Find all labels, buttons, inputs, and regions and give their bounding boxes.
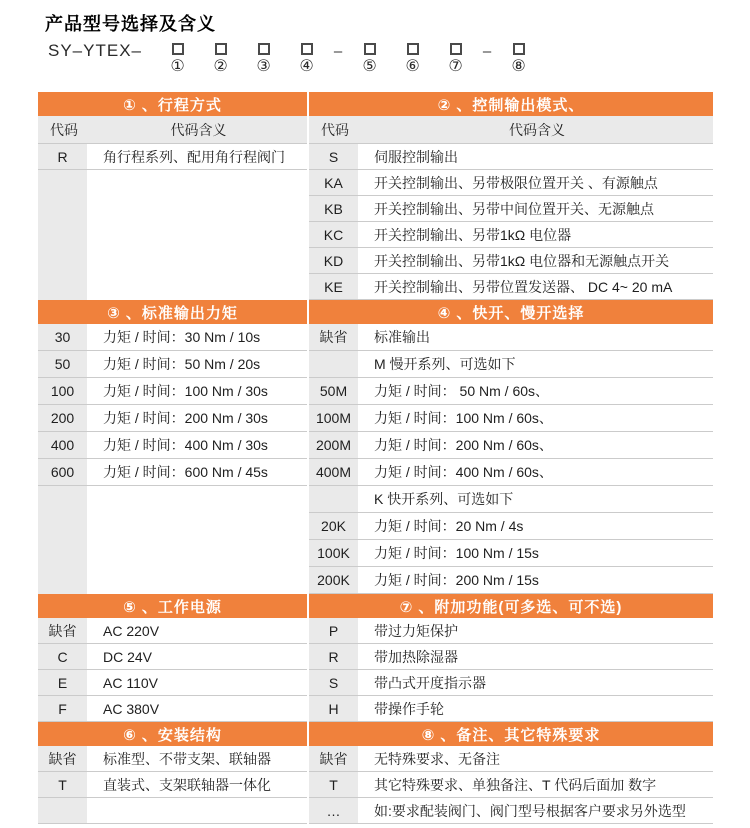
table-row: [38, 405, 307, 432]
code-cell: F: [38, 696, 90, 721]
table-row: [309, 378, 713, 405]
code-column-header: 代码: [321, 121, 349, 138]
code-cell: [38, 798, 90, 823]
band-sections-5-7: [38, 594, 713, 722]
meaning-cell: 开关控制输出、另带1kΩ 电位器和无源触点开关: [374, 252, 670, 269]
code-cell: 400M: [309, 459, 361, 485]
code-cell: 100K: [309, 540, 361, 566]
meaning-column-header: 代码含义: [509, 121, 565, 138]
table-row: [309, 144, 713, 170]
page-title: 产品型号选择及含义: [45, 14, 216, 34]
table-row: [38, 746, 307, 772]
meaning-cell: 如:要求配装阀门、阀门型号根据客户要求另外选型: [374, 802, 686, 819]
code-cell: 200: [38, 405, 90, 431]
section-2-control-output-mode: [309, 92, 713, 300]
table-row: [309, 196, 713, 222]
section-4-header: ④ 、快开、慢开选择: [309, 300, 713, 324]
meaning-cell: 开关控制输出、另带1kΩ 电位器: [374, 226, 572, 243]
model-separator-dash: –: [482, 43, 492, 60]
meaning-cell: AC 110V: [103, 674, 158, 691]
meaning-cell: 角行程系列、配用角行程阀门: [103, 148, 285, 165]
table-row: [309, 567, 713, 594]
empty-code-column: [38, 486, 90, 594]
code-cell: E: [38, 670, 90, 695]
code-cell: T: [309, 772, 361, 797]
table-row: [38, 618, 307, 644]
section-1-header: ① 、行程方式: [38, 92, 307, 116]
column-header-row: [38, 116, 307, 144]
code-column-header: 代码: [50, 121, 78, 138]
meaning-cell: 开关控制输出、另带中间位置开关、无源触点: [374, 200, 654, 217]
code-cell: 缺省: [38, 618, 90, 643]
code-cell: 缺省: [38, 746, 90, 771]
model-slot: [199, 40, 242, 75]
code-cell: 400: [38, 432, 90, 458]
meaning-cell: 力矩 / 时间：400 Nm / 60s、: [374, 464, 553, 480]
model-box-icon: [364, 43, 376, 55]
model-slot-number: ⑦: [448, 58, 463, 75]
empty-code-column: [38, 170, 90, 300]
model-slot: [156, 40, 199, 75]
table-row: [309, 746, 713, 772]
meaning-cell: 带加热除湿器: [374, 648, 458, 665]
model-slot-number: ⑥: [405, 58, 420, 75]
model-slot-number: ⑤: [362, 58, 377, 75]
code-cell: C: [38, 644, 90, 669]
table-row: [38, 696, 307, 722]
code-cell: S: [309, 144, 361, 169]
model-slot-number: ⑧: [511, 58, 526, 75]
selection-tables: [38, 92, 713, 824]
section-6-header: ⑥ 、安装结构: [38, 722, 307, 746]
model-slot: [434, 40, 477, 75]
model-box-icon: [407, 43, 419, 55]
code-cell: 100: [38, 378, 90, 404]
empty-area: [38, 486, 307, 594]
table-row: [38, 798, 307, 824]
table-row: [38, 378, 307, 405]
model-slot: [391, 40, 434, 75]
section-4-fast-slow-open: [309, 300, 713, 594]
meaning-cell: 力矩 / 时间： 50 Nm / 60s、: [374, 383, 550, 399]
table-row: [309, 644, 713, 670]
table-row: [309, 772, 713, 798]
section-3-rows: [38, 324, 307, 594]
section-7-header: ⑦ 、附加功能(可多选、可不选): [309, 594, 713, 618]
code-cell: KE: [309, 274, 361, 299]
model-box-icon: [172, 43, 184, 55]
code-cell: KC: [309, 222, 361, 247]
section-1-travel-mode: [38, 92, 307, 300]
model-slot-number: ③: [256, 58, 271, 75]
meaning-cell: DC 24V: [103, 648, 153, 665]
code-cell: …: [309, 798, 361, 823]
model-slots: [156, 40, 540, 75]
meaning-cell: 力矩 / 时间：200 Nm / 60s、: [374, 437, 553, 453]
meaning-cell: 开关控制输出、另带极限位置开关 、有源触点: [374, 174, 658, 191]
table-row: [309, 696, 713, 722]
table-row: [309, 405, 713, 432]
code-cell: T: [38, 772, 90, 797]
model-box-icon: [513, 43, 525, 55]
band-sections-3-4: [38, 300, 713, 594]
column-header-row: [309, 116, 713, 144]
table-row: [309, 540, 713, 567]
model-prefix: SY–YTEX–: [48, 41, 142, 60]
table-row: [309, 618, 713, 644]
model-box-icon: [215, 43, 227, 55]
code-cell: KA: [309, 170, 361, 195]
table-row: [38, 670, 307, 696]
section-8-rows: [309, 746, 713, 824]
meaning-cell: AC 380V: [103, 700, 160, 717]
band-sections-6-8: [38, 722, 713, 824]
model-box-icon: [258, 43, 270, 55]
section-3-header: ③ 、标准输出力矩: [38, 300, 307, 324]
section-5-header: ⑤ 、工作电源: [38, 594, 307, 618]
code-cell: KD: [309, 248, 361, 273]
section-5-power-supply: [38, 594, 307, 722]
section-8-remarks: [309, 722, 713, 824]
meaning-cell: 无特殊要求、无备注: [374, 750, 500, 767]
section-7-additional-functions: [309, 594, 713, 722]
code-cell: 20K: [309, 513, 361, 539]
meaning-cell: 带凸式开度指示器: [374, 674, 486, 691]
table-row: [309, 351, 713, 378]
meaning-cell: 带过力矩保护: [374, 622, 458, 639]
band-sections-1-2: [38, 92, 713, 300]
table-row: [309, 274, 713, 300]
model-code-diagram: [48, 40, 750, 86]
meaning-cell: 力矩 / 时间：100 Nm / 30s: [103, 383, 268, 399]
table-row: [309, 248, 713, 274]
code-cell: R: [309, 644, 361, 669]
code-cell: 100M: [309, 405, 361, 431]
table-row: [309, 222, 713, 248]
table-row: [38, 144, 307, 170]
model-slot-number: ④: [299, 58, 314, 75]
meaning-cell: 力矩 / 时间：30 Nm / 10s: [103, 329, 261, 345]
meaning-cell: 开关控制输出、另带位置发送器、 DC 4~ 20 mA: [374, 278, 673, 295]
section-6-rows: [38, 746, 307, 824]
code-cell: [309, 486, 361, 512]
meaning-cell: 力矩 / 时间：200 Nm / 30s: [103, 410, 268, 426]
section-5-rows: [38, 618, 307, 722]
meaning-cell: 带操作手轮: [374, 700, 444, 717]
table-row: [309, 486, 713, 513]
meaning-cell: 力矩 / 时间：100 Nm / 60s、: [374, 410, 553, 426]
meaning-cell: 伺服控制输出: [374, 148, 458, 165]
table-row: [309, 170, 713, 196]
table-row: [38, 644, 307, 670]
table-row: [38, 459, 307, 486]
table-row: [38, 772, 307, 798]
meaning-cell: 力矩 / 时间：400 Nm / 30s: [103, 437, 268, 453]
model-slot-number: ①: [170, 58, 185, 75]
code-cell: P: [309, 618, 361, 643]
code-cell: H: [309, 696, 361, 721]
meaning-cell: 力矩 / 时间：100 Nm / 15s: [374, 545, 539, 561]
meaning-cell: 力矩 / 时间：600 Nm / 45s: [103, 464, 268, 480]
table-row: [309, 798, 713, 824]
meaning-cell: 直装式、支架联轴器一体化: [103, 776, 271, 793]
meaning-cell: 力矩 / 时间：200 Nm / 15s: [374, 572, 539, 588]
code-cell: 200K: [309, 567, 361, 593]
table-row: [309, 670, 713, 696]
meaning-cell: 标准输出: [374, 329, 430, 345]
code-cell: 600: [38, 459, 90, 485]
section-2-header: ② 、控制输出模式、: [309, 92, 713, 116]
table-row: [38, 432, 307, 459]
code-cell: 缺省: [309, 324, 361, 350]
table-row: [38, 351, 307, 378]
model-slot: [242, 40, 285, 75]
meaning-cell: [90, 798, 307, 823]
model-box-icon: [301, 43, 313, 55]
meaning-cell: 力矩 / 时间：50 Nm / 20s: [103, 356, 261, 372]
model-slot: [348, 40, 391, 75]
code-cell: 缺省: [309, 746, 361, 771]
section-7-rows: [309, 618, 713, 722]
model-slot: [285, 40, 328, 75]
section-3-standard-torque: [38, 300, 307, 594]
section-2-rows: [309, 144, 713, 300]
code-cell: 50M: [309, 378, 361, 404]
code-cell: R: [38, 144, 90, 169]
meaning-cell: 标准型、不带支架、联轴器: [103, 750, 271, 767]
meaning-cell: 力矩 / 时间：20 Nm / 4s: [374, 518, 524, 534]
section-4-rows: [309, 324, 713, 594]
model-box-icon: [450, 43, 462, 55]
code-cell: 200M: [309, 432, 361, 458]
table-row: [309, 432, 713, 459]
table-row: [309, 324, 713, 351]
code-cell: S: [309, 670, 361, 695]
meaning-cell: AC 220V: [103, 622, 160, 639]
code-cell: 30: [38, 324, 90, 350]
table-row: [38, 324, 307, 351]
section-1-rows: [38, 144, 307, 300]
empty-area: [38, 170, 307, 300]
meaning-cell: K 快开系列、可选如下: [374, 491, 514, 507]
table-row: [309, 513, 713, 540]
meaning-cell: 其它特殊要求、单独备注、T 代码后面加 数字: [374, 776, 657, 793]
model-slot: [497, 40, 540, 75]
table-row: [309, 459, 713, 486]
code-cell: KB: [309, 196, 361, 221]
model-separator-dash: –: [333, 43, 343, 60]
model-slot-number: ②: [213, 58, 228, 75]
code-cell: 50: [38, 351, 90, 377]
code-cell: [309, 351, 361, 377]
section-6-mounting-structure: [38, 722, 307, 824]
meaning-cell: M 慢开系列、可选如下: [374, 356, 516, 372]
meaning-column-header: 代码含义: [170, 121, 227, 138]
section-8-header: ⑧ 、备注、其它特殊要求: [309, 722, 713, 746]
